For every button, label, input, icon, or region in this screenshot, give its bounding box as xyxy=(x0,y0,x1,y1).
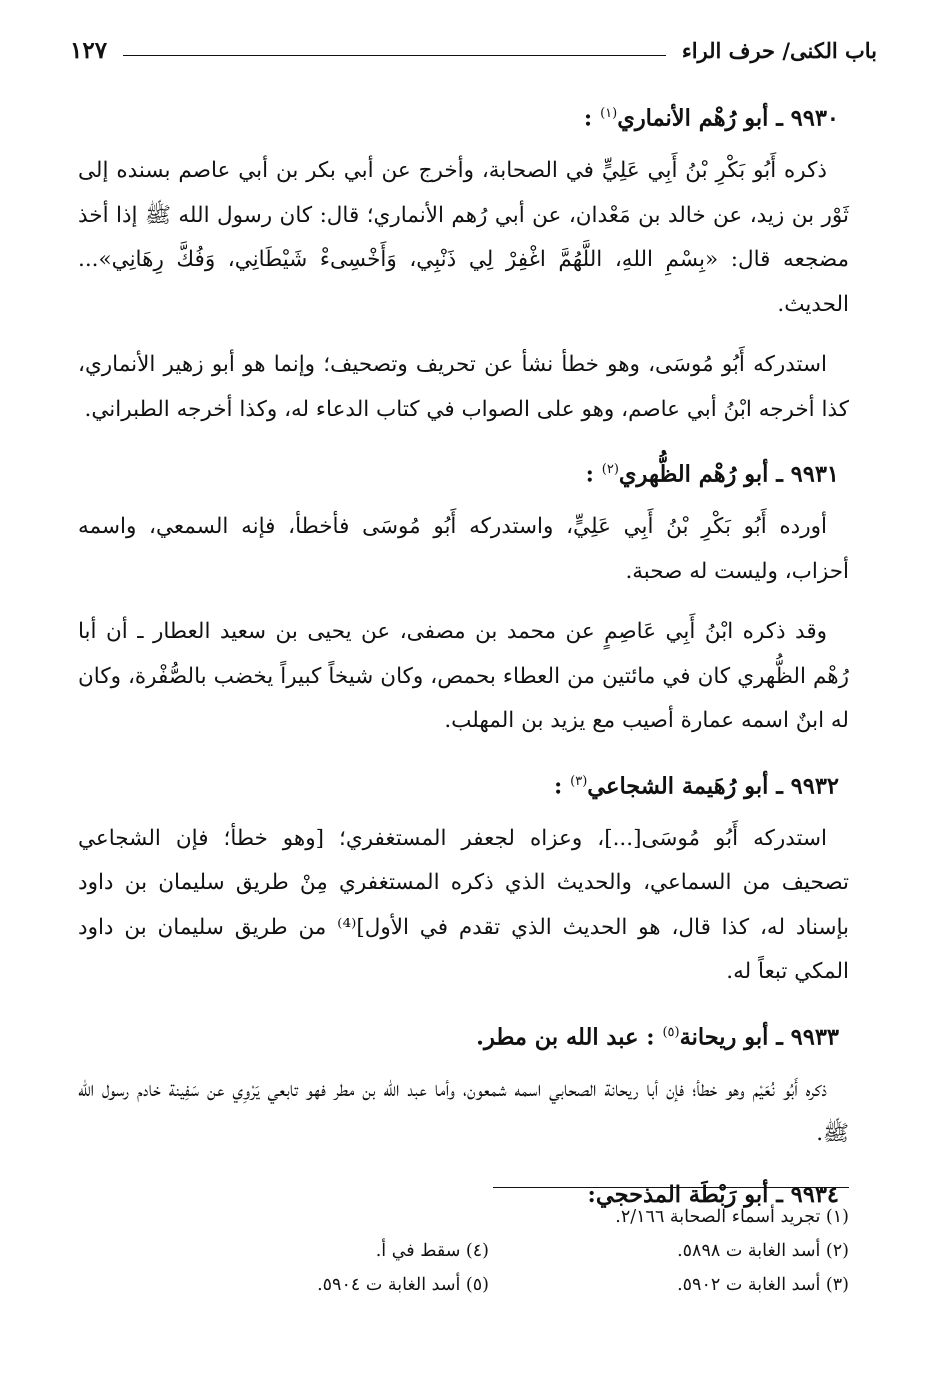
footnote-row xyxy=(190,1234,849,1268)
footnote-marker: (٢) xyxy=(601,462,619,477)
entry-paragraph: استدركه أَبُو مُوسَى[...]، وعزاه لجعفر المستغفري؛ [وهو خطأ؛ فإن الشجاعي تصحيف من السماعي، والحديث الذي ذكره المستغفري مِنْ طريق سليمان بن داود بإسناد له، كذا قال، هو الحديث الذي تقدم في الأول]⁽⁴⁾ من طريق سليمان بن داود المكي تبعاً له. xyxy=(78,825,850,984)
entry-heading-end: : xyxy=(583,105,593,132)
entry-heading-end: : xyxy=(587,1181,596,1208)
page-number: ١٢٧ xyxy=(70,36,108,64)
footnote-row xyxy=(190,1268,849,1302)
entry-paragraph: وقد ذكره ابْنُ أَبِي عَاصِمٍ عن محمد بن مصفى، عن يحيى بن سعيد العطار ـ أن أبا رُهْم الظُّهري كان في مائتين من العطاء بحمص، وكان شيخاً كبيراً يخضب بالصُّفْرة، وكان له ابنٌ اسمه عمارة أصيب مع يزيد بن المهلب. xyxy=(78,619,849,733)
footnote-marker: (٥) xyxy=(662,1024,680,1040)
header-rule xyxy=(123,55,666,56)
running-title: باب الكنى/ حرف الراء xyxy=(681,37,877,63)
entry-title xyxy=(78,1011,849,1060)
footnote: (٢) أسد الغابة ت ٥٨٩٨. xyxy=(677,1241,849,1261)
footnote xyxy=(190,1200,549,1234)
entry-heading: ٩٩٣٤ ـ أبو رَبْطَة المذحجي xyxy=(595,1181,839,1208)
entry-title xyxy=(78,760,849,809)
entry-heading: ٩٩٣٢ ـ أبو رُهَيمة الشجاعي xyxy=(587,773,839,799)
entry-heading: ٩٩٣١ ـ أبو رُهْم الظُّهري xyxy=(618,461,839,488)
entry-paragraph: أورده أَبُو بَكْرِ بْنُ أَبِي عَلِيٍّ، واستدركه أَبُو مُوسَى فأخطأ، فإنه السمعي، واسمه أحزاب، وليست له صحبة. xyxy=(78,514,849,584)
footnote-marker: (١) xyxy=(600,106,618,121)
entry-heading: ٩٩٣٣ ـ أبو ريحانة xyxy=(679,1024,839,1050)
footnote: (٤) سقط في أ. xyxy=(375,1241,489,1261)
footnote: (١) تجريد أسماء الصحابة ٢/١٦٦. xyxy=(615,1207,849,1227)
footnote-row xyxy=(190,1200,849,1234)
entry-title xyxy=(78,448,849,497)
entry-heading-end: : xyxy=(585,461,594,488)
footnote: (٣) أسد الغابة ت ٥٩٠٢. xyxy=(677,1275,849,1295)
entry-title xyxy=(78,92,849,141)
entry-paragraph: ذكره أَبُو بَكْرِ بْنُ أَبِي عَلِيٍّ في الصحابة، وأخرج عن أبي بكر بن أبي عاصم بسنده إلى ثَوْر بن زيد، عن خالد بن مَعْدان، عن أبي رُهم الأنماري؛ قال: كان رسول الله ﷺ إذا أخذ مضجعه قال: «بِسْمِ اللهِ، اللَّهُمَّ اغْفِرْ لِي ذَنْبِي، وَأَخْسِىءْ شَيْطَانِي، وَفُكَّ رِهَانِي»... الحديث. xyxy=(78,158,849,317)
entry-heading: ٩٩٣٠ ـ أبو رُهْم الأنماري xyxy=(617,105,839,132)
footnote-separator xyxy=(493,1187,849,1188)
footnote: (٥) أسد الغابة ت ٥٩٠٤. xyxy=(317,1275,489,1295)
footnote-marker: (٣) xyxy=(570,773,588,789)
entry-heading-end: : عبد الله بن مطر. xyxy=(476,1024,655,1050)
page-header xyxy=(70,30,877,70)
main-text xyxy=(78,92,849,1217)
entry-paragraph: ذكره أَبُو نُعَيْم وهو خطأ؛ فإن أبا ريحانة الصحابي اسمه شمعون، وأما عبد الله بن مطر فهو تابعي يَرْوِي عن سَفِينة خادم رسول الله ﷺ. xyxy=(78,1076,849,1146)
entry-paragraph: استدركه أَبُو مُوسَى، وهو خطأ نشأ عن تحريف وتصحيف؛ وإنما هو أبو زهير الأنماري، كذا أخرجه ابْنُ أبي عاصم، وهو على الصواب في كتاب الدعاء له، وكذا أخرجه الطبراني. xyxy=(78,352,849,422)
entry-heading-end: : xyxy=(553,773,563,799)
footnotes xyxy=(190,1200,849,1302)
